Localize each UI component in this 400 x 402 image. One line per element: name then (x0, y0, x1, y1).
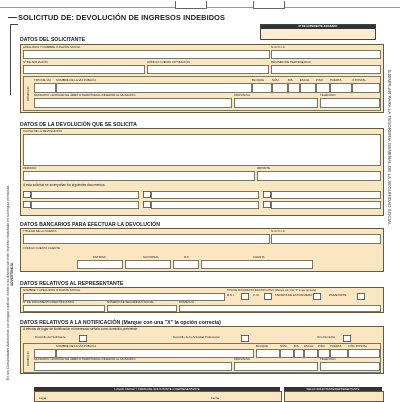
devolucion-panel (20, 128, 384, 216)
bis-label: BIS (288, 78, 293, 82)
bloque-label: BLOQUE (252, 78, 265, 82)
advertencia-text: En las Comunidades Autónomas con lengua cooficial, existe a su disposición este impreso redactado en su lengua vernácula. (6, 184, 10, 380)
puerta-input[interactable] (330, 83, 352, 93)
nombre-via-input[interactable] (56, 83, 252, 93)
expediente-box[interactable] (260, 24, 376, 40)
rep-domicilio-label: DOMICILIO (179, 300, 195, 304)
importe-label: IMPORTE (257, 166, 271, 170)
solicitante-domicilio-vert: DOMICILIO (26, 86, 30, 101)
doc-input-6[interactable] (271, 201, 381, 209)
top-tab-right (253, 1, 285, 9)
causa-label: CAUSA DE LA DEVOLUCIÓN (23, 129, 62, 133)
bloque-input[interactable] (252, 83, 272, 93)
tarjeta-label: TARJETA DE EXTRANJERO (275, 293, 313, 297)
num-doc-label: Nº DE DOCUMENTO IDENTIFICATIVO (23, 300, 75, 304)
doc-check-4[interactable] (23, 201, 31, 208)
causa-input[interactable] (23, 134, 381, 166)
titular-label: TITULAR DE LA CUENTA (23, 229, 57, 233)
bancarios-nif-label: N.I.F./C.I.F. (271, 229, 286, 233)
tipo-via-input[interactable] (34, 83, 56, 93)
afiliacion-input[interactable] (23, 65, 145, 74)
otro-check[interactable] (343, 335, 351, 342)
bancarios-nif-input[interactable] (271, 234, 381, 244)
notificacion-domicilio-box (23, 343, 381, 373)
doc-check-5[interactable] (143, 201, 151, 208)
notif-piso-label: PISO (318, 344, 325, 348)
nombre-via-label: NOMBRE DE LA VÍA PÚBLICA (56, 78, 97, 82)
municipio-input[interactable] (34, 98, 232, 108)
provincia-input[interactable] (234, 98, 318, 108)
apellidos-label: APELLIDOS Y NOMBRE O RAZÓN SOCIAL (23, 45, 81, 49)
cuenta-label: CUENTA (253, 255, 265, 259)
doc-check-1[interactable] (23, 191, 31, 198)
documentos-label: A esta solicitud se acompañan los siguientes documentos: (23, 183, 106, 187)
title-dash (8, 17, 17, 18)
bancarios-panel (20, 228, 384, 272)
cif-check[interactable] (264, 293, 272, 300)
entidad-input[interactable] (77, 260, 123, 269)
doc-input-3[interactable] (271, 191, 381, 199)
solicitante-panel (20, 44, 384, 113)
dni-check[interactable] (241, 293, 249, 300)
dom-actividad-check[interactable] (241, 335, 249, 342)
pasaporte-label: PASAPORTE (329, 293, 347, 297)
notif-bloque-label: BLOQUE (256, 344, 269, 348)
rep-domicilio-input[interactable] (179, 305, 381, 312)
puerta-label: PUERTA (330, 78, 342, 82)
cpostal-input[interactable] (352, 83, 380, 93)
notif-provincia-label: PROVINCIA (234, 357, 250, 361)
notif-telefono-input[interactable] (320, 362, 380, 371)
notif-cpostal-label: CÓD. POSTAL (348, 344, 368, 348)
periodo-input[interactable] (23, 171, 255, 181)
ccc-label: CÓDIGO CUENTA COTIZACIÓN (147, 60, 190, 64)
lugar-small: Lugar (39, 396, 47, 400)
doc-input-1[interactable] (31, 191, 139, 199)
escal-label: ESCAL (300, 78, 310, 82)
sello-header: SELLO SOLICITANTE/REPRESENTANTE (284, 387, 382, 391)
notif-bis-input[interactable] (294, 349, 304, 358)
notif-telefono-label: TELÉFONO (320, 357, 336, 361)
notif-provincia-input[interactable] (234, 362, 318, 371)
regimen-label: RÉGIMEN DE PERTENENCIA (271, 60, 311, 64)
dni-label: D.N.I. (227, 293, 235, 297)
lugar-fecha-header: LUGAR, FECHA Y FIRMA DEL SOLICITANTE O REPRESENTANTE (34, 387, 280, 391)
telefono-label: TELÉFONO (320, 93, 336, 97)
expediente-label: Nº DE EXPEDIENTE ASIGNADO (261, 25, 375, 29)
seg-social-label: NÚMERO DE SEGURIDAD SOCIAL (107, 300, 155, 304)
fecha-small: Fecha (211, 396, 220, 400)
tipo-via-label: TIPO DE VÍA (34, 78, 52, 82)
notif-num-label: NÚM. (280, 344, 288, 348)
dc-input[interactable] (173, 260, 199, 269)
notif-num-input[interactable] (280, 349, 294, 358)
notif-municipio-label: MUNICIPIO / ENTIDAD DE ÁMBITO TERRITORIAL INFERIOR AL MUNICIPIO (34, 357, 136, 361)
periodo-label: PERIODO (23, 166, 37, 170)
dom-solicitante-label: Domicilio del Solicitante (35, 335, 66, 339)
sucursal-label: SUCURSAL (143, 255, 159, 259)
notificacion-title: DATOS RELATIVOS A LA NOTIFICACIÓN (Marque con una "X" la opción correcta) (20, 320, 221, 326)
form-title: SOLICITUD DE: DEVOLUCIÓN DE INGRESOS INDEBIDOS (18, 13, 226, 22)
notif-cpostal-input[interactable] (348, 349, 380, 358)
lugar-fecha-box[interactable] (34, 391, 282, 402)
seg-social-input[interactable] (107, 305, 177, 312)
ccc-input[interactable] (147, 65, 269, 74)
dom-actividad-label: Domicilio de la Actividad Profesional (173, 335, 220, 339)
escal-input[interactable] (300, 83, 316, 93)
titular-input[interactable] (23, 234, 270, 244)
regimen-input[interactable] (271, 65, 381, 74)
provincia-label: PROVINCIA (234, 93, 250, 97)
num-doc-input[interactable] (23, 305, 105, 312)
num-input[interactable] (272, 83, 288, 93)
telefono-input[interactable] (320, 98, 380, 108)
apellidos-input[interactable] (23, 50, 270, 59)
nif-label: N.I.F./C.I.F. (271, 45, 286, 49)
doc-check-3[interactable] (263, 191, 271, 198)
advertencia-title: ADVERTENCIA (10, 262, 14, 286)
doc-input-4[interactable] (31, 201, 139, 209)
notif-puerta-label: PUERTA (330, 344, 342, 348)
num-label: NÚM. (272, 78, 280, 82)
notif-bis-label: BIS (294, 344, 299, 348)
municipio-label: MUNICIPIO / ENTIDAD DE ÁMBITO TERRITORIAL INFERIOR AL MUNICIPIO (34, 93, 136, 97)
solicitante-title: DATOS DEL SOLICITANTE (20, 37, 86, 43)
dom-solicitante-check[interactable] (79, 335, 87, 342)
side-ejemplar: EJEMPLAR PARA LA TESORERÍA GENERAL DE LA SEGURIDAD SOCIAL (387, 70, 392, 226)
solicitante-domicilio-box (23, 76, 381, 111)
bis-input[interactable] (288, 83, 300, 93)
notif-nombre-via-label: NOMBRE DE LA VÍA PÚBLICA (56, 344, 97, 348)
representante-panel (20, 287, 384, 313)
pasaporte-check[interactable] (357, 293, 365, 300)
notif-domicilio-vert: DOMICILIO (26, 351, 30, 366)
notificacion-panel (20, 326, 384, 374)
cpostal-label: C.POSTAL (352, 78, 367, 82)
afiliacion-label: Nº DE AFILIACIÓN (23, 60, 48, 64)
codigo-cuenta-label: CÓDIGO CUENTA CLIENTE (23, 246, 61, 250)
doc-check-2[interactable] (143, 191, 151, 198)
cuenta-input[interactable] (201, 260, 313, 269)
cif-label: C.I.F. (253, 293, 260, 297)
devolucion-title: DATOS DE LA DEVOLUCIÓN QUE SE SOLICITA (20, 122, 137, 128)
representante-title: DATOS RELATIVOS AL REPRESENTANTE (20, 281, 124, 287)
notif-escal-input[interactable] (304, 349, 318, 358)
notif-escal-label: ESCAL (304, 344, 314, 348)
doc-input-2[interactable] (151, 191, 259, 199)
tarjeta-check[interactable] (313, 293, 321, 300)
rep-nombre-label: NOMBRE Y APELLIDOS O RAZÓN SOCIAL (23, 288, 81, 292)
left-bracket (10, 24, 18, 95)
piso-label: PISO (316, 78, 323, 82)
notif-municipio-input[interactable] (34, 362, 232, 371)
entidad-label: ENTIDAD (93, 255, 106, 259)
importe-input[interactable] (257, 171, 381, 181)
notif-bloque-input[interactable] (256, 349, 280, 358)
nif-input[interactable] (271, 50, 381, 59)
dc-label: D.C. (184, 255, 190, 259)
sucursal-input[interactable] (125, 260, 171, 269)
doc-check-6[interactable] (263, 201, 271, 208)
otro-label: Otro Domicilio (317, 335, 336, 339)
piso-input[interactable] (316, 83, 330, 93)
bancarios-title: DATOS BANCARIOS PARA EFECTUAR LA DEVOLUCIÓN (20, 222, 160, 228)
notificacion-subtitle: A efectos de lugar de Notificación el interesado señala como domicilio preferente: (23, 327, 138, 331)
tipo-doc-label: TIPO DE DOCUMENTO IDENTIFICATIVO (Marque con una "X" lo que proceda) (227, 289, 317, 292)
top-tab-left (175, 1, 207, 9)
sello-box[interactable] (284, 391, 384, 402)
doc-input-5[interactable] (151, 201, 259, 209)
